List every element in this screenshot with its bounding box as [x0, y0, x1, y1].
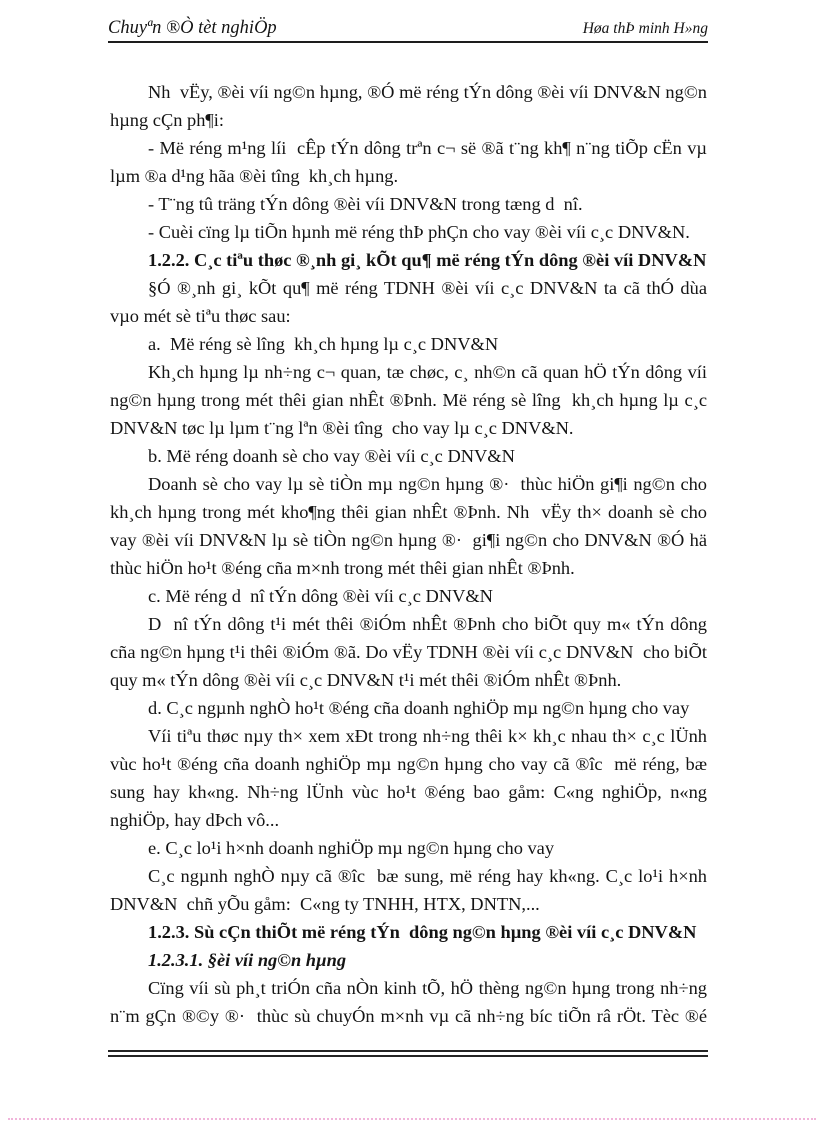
footer-double-rule [108, 1050, 708, 1057]
paragraph: §Ó ®¸nh gi¸ kÕt qu¶ më réng TDNH ®èi víi c¸c DNV&N ta cã thÓ dùa vµo mét sè tiªu thøc sau: [110, 278, 712, 326]
list-item-c: c. Më réng d nî tÝn dông ®èi víi c¸c DNV&N [148, 586, 493, 606]
paragraph: Víi tiªu thøc nµy th× xem xÐt trong nh÷ng thêi k× kh¸c nhau th× c¸c lÜnh vùc ho¹t ®éng cña doanh nghiÖp mµ ng©n hµng cho vay cã ®îc më réng, bæ sung hay kh«ng. Nh÷ng lÜnh vùc ho¹t ®éng bao gåm: C«ng nghiÖp, n«ng nghiÖp, hay dÞch vô... [110, 726, 712, 830]
page-header [108, 17, 708, 43]
paragraph: Doanh sè cho vay lµ sè tiÒn mµ ng©n hµng ®· thùc hiÖn gi¶i ng©n cho kh¸ch hµng trong mét kho¶ng thêi gian nhÊt ®Þnh. Nh vËy th× doanh sè cho vay ®èi víi DNV&N lµ sè tiÒn ng©n hµng ®· gi¶i ng©n cho DNV&N ®Ó hä thùc hiÖn ho¹t ®éng cña m×nh trong mét thêi gian nhÊt ®Þnh. [110, 474, 712, 578]
list-item-e: e. C¸c lo¹i h×nh doanh nghiÖp mµ ng©n hµng cho vay [148, 838, 555, 858]
header-document-title: Chuyªn ®Ò tèt nghiÖp [108, 18, 277, 38]
list-item-a: a. Më réng sè lîng kh¸ch hµng lµ c¸c DNV&N [148, 334, 499, 354]
list-item: - Cuèi cïng lµ tiÕn hµnh më réng thÞ phÇn cho vay ®èi víi c¸c DNV&N. [148, 222, 690, 242]
paragraph: C¸c ngµnh nghÒ nµy cã ®îc bæ sung, më réng hay kh«ng. C¸c lo¹i h×nh DNV&N chñ yÕu gåm: C«ng ty TNHH, HTX, DNTN,... [110, 866, 712, 914]
list-item-d: d. C¸c ngµnh nghÒ ho¹t ®éng cña doanh nghiÖp mµ ng©n hµng cho vay [148, 698, 690, 718]
list-item-b: b. Më réng doanh sè cho vay ®èi víi c¸c DNV&N [148, 446, 515, 466]
page-edge-dotted-line [8, 1118, 816, 1120]
header-author-name: Høa thÞ minh H»ng [582, 20, 708, 37]
section-heading-1-2-2: 1.2.2. C¸c tiªu thøc ®¸nh gi¸ kÕt qu¶ më réng tÝn dông ®èi víi DNV&N [148, 250, 707, 270]
list-item: - Më réng m¹ng líi cÊp tÝn dông trªn c¬ së ®ã t¨ng kh¶ n¨ng tiÕp cËn vµ lµm ®a d¹ng hãa ®èi tîng kh¸ch hµng. [110, 138, 712, 186]
paragraph: D nî tÝn dông t¹i mét thêi ®iÓm nhÊt ®Þnh cho biÕt quy m« tÝn dông cña ng©n hµng t¹i thêi ®iÓm ®ã. Do vËy TDNH ®èi víi c¸c DNV&N cho biÕt quy m« tÝn dông ®èi víi c¸c DNV&N t¹i mét thêi ®iÓm nhÊt ®Þnh. [110, 614, 712, 690]
paragraph: Nh vËy, ®èi víi ng©n hµng, ®Ó më réng tÝn dông ®èi víi DNV&N ng©n hµng cÇn ph¶i: [110, 82, 712, 130]
paragraph: Kh¸ch hµng lµ nh÷ng c¬ quan, tæ chøc, c¸ nh©n cã quan hÖ tÝn dông víi ng©n hµng trong mét thêi gian nhÊt ®Þnh. Më réng sè lîng kh¸ch hµng lµ c¸c DNV&N tøc lµ lµm t¨ng lªn ®èi tîng cho vay lµ c¸c DNV&N. [110, 362, 712, 438]
section-heading-1-2-3: 1.2.3. Sù cÇn thiÕt më réng tÝn dông ng©n hµng ®èi víi c¸c DNV&N [148, 922, 697, 942]
list-item: - T¨ng tû träng tÝn dông ®èi víi DNV&N trong tæng d nî. [148, 194, 583, 214]
document-body [110, 78, 712, 1030]
subsection-heading-1-2-3-1: 1.2.3.1. §èi víi ng©n hµng [148, 950, 347, 970]
paragraph: Cïng víi sù ph¸t triÓn cña nÒn kinh tÕ, hÖ thèng ng©n hµng trong nh÷ng n¨m gÇn ®©y ®· thùc sù chuyÓn m×nh vµ cã nh÷ng bíc tiÕn râ rÖt. Tèc ®é [110, 978, 712, 1026]
